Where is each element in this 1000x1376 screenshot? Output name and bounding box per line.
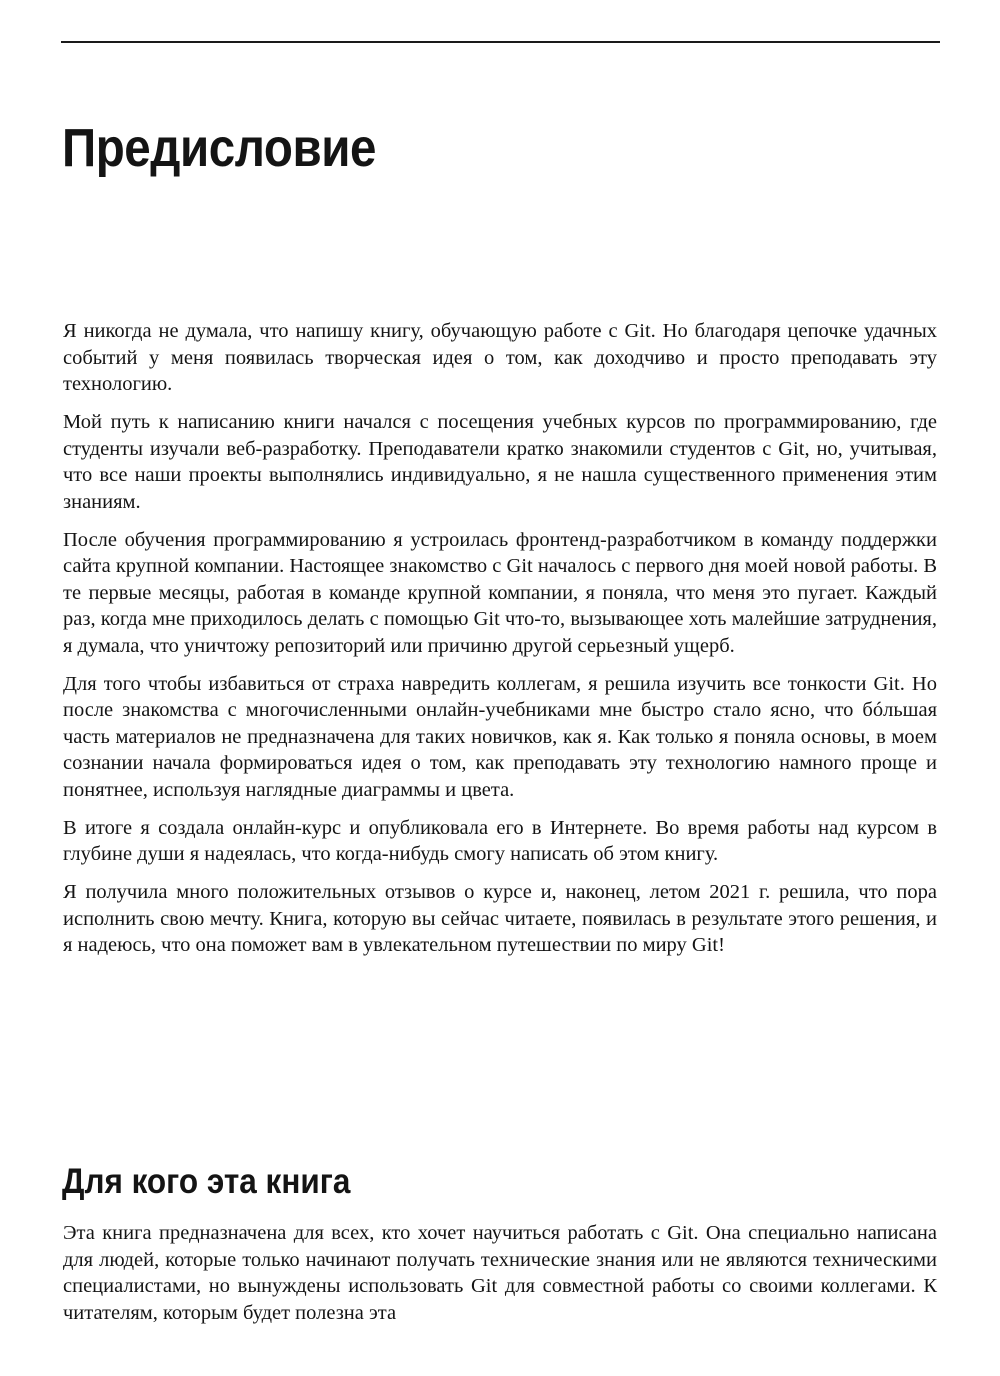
preface-text [63,318,937,959]
paragraph: Эта книга предназначена для всех, кто хочет научиться работать с Git. Она специально написана для людей, которые только начинают получать технические знания или не являются техническими специалистами, но вынуждены использовать Git для совместной работы со своими коллегами. К читателям, которым будет полезна эта [63,1222,937,1324]
paragraph: После обучения программированию я устроилась фронтенд-разработчиком в команду поддержки сайта крупной компании. Настоящее знакомство с Git началось с первого дня моей новой работы. В те первые месяцы, работая в команде крупной компании, я поняла, что меня это пугает. Каждый раз, когда мне приходилось делать с помощью Git что-то, вызывающее хоть малейшие затруднения, я думала, что уничтожу репозиторий или причиню другой серьезный ущерб. [63,528,937,657]
paragraph: Я получила много положительных отзывов о курсе и, наконец, летом 2021 г. решила, что пора исполнить свою мечту. Книга, которую вы сейчас читаете, появилась в результате этого решения, и я надеюсь, что она поможет вам в увлекательном путешествии по миру Git! [63,881,937,956]
section-title: Для кого эта книга [62,1162,351,1201]
paragraph: Я никогда не думала, что напишу книгу, обучающую работе с Git. Но благодаря цепочке удачных событий у меня появилась творческая идея о том, как доходчиво и просто преподавать эту технологию. [63,320,937,395]
paragraph: Для того чтобы избавиться от страха навредить коллегам, я решила изучить все тонкости Git. Но после знакомства с многочисленными онлайн-учебниками мне быстро стало ясно, что бóльшая часть материалов не предназначена для таких новичков, как я. Как только я поняла основы, в моем сознании начала формироваться идея о том, как преподавать эту технологию намного проще и понятнее, используя наглядные диаграммы и цвета. [63,672,937,801]
section-text [63,1220,937,1326]
paragraph: В итоге я создала онлайн-курс и опубликовала его в Интернете. Во время работы над курсом в глубине души я надеялась, что когда-нибудь смогу написать об этом книгу. [63,816,937,865]
chapter-title: Предисловие [62,118,377,178]
paragraph: Мой путь к написанию книги начался с посещения учебных курсов по программированию, где студенты изучали веб-разработку. Преподаватели кратко знакомили студентов с Git, но, учитывая, что все наши проекты выполнялись индивидуально, я не нашла существенного применения этим знаниям. [63,411,937,513]
top-rule [61,41,940,43]
